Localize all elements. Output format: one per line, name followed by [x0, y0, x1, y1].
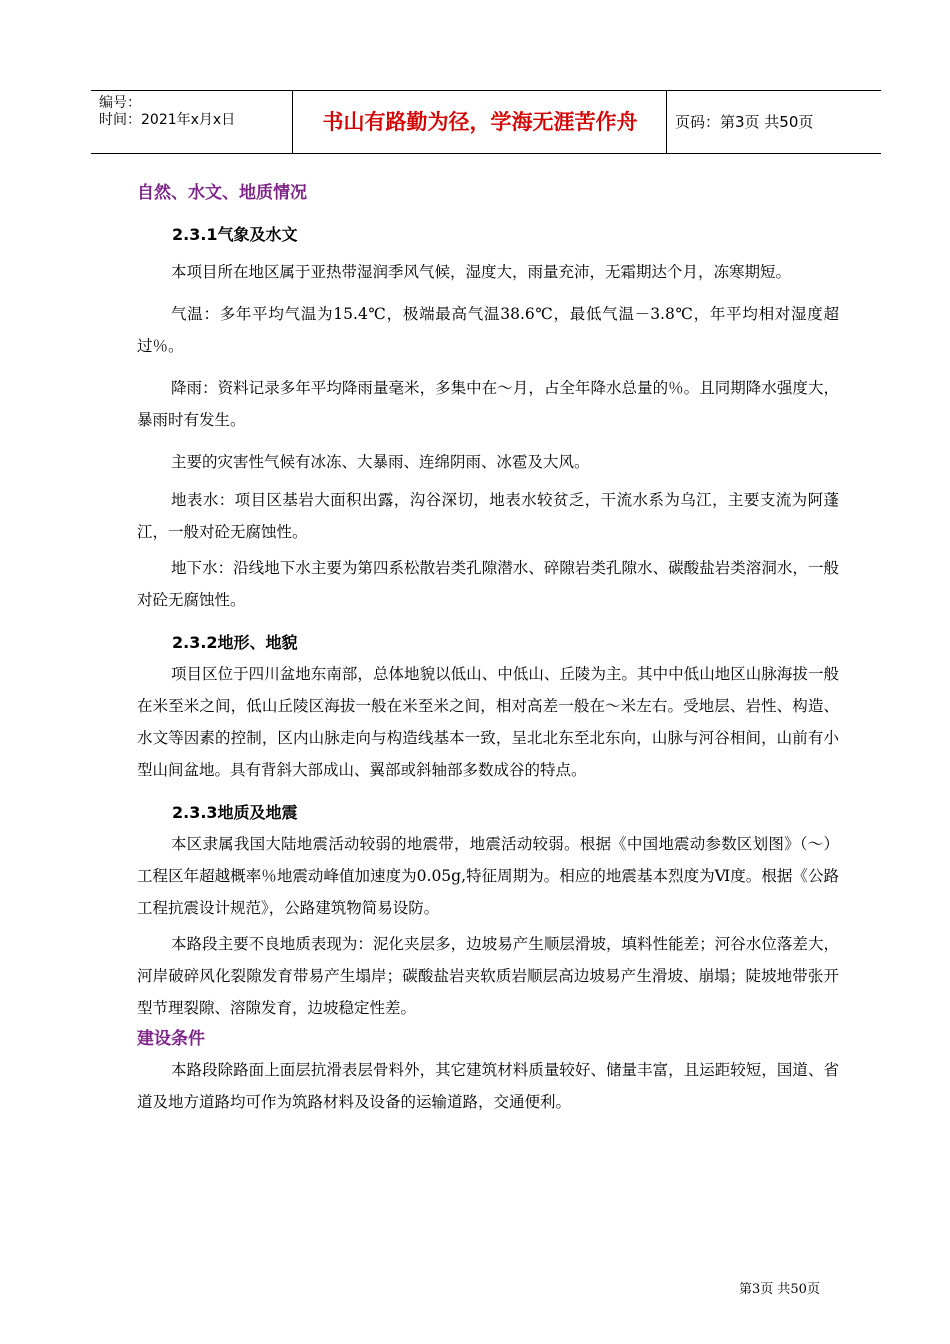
paragraph-rainfall: 降雨：资料记录多年平均降雨量毫米，多集中在～月，占全年降水总量的％。且同期降水强度大，暴雨时有发生。	[137, 379, 839, 429]
section-heading-construction-conditions: 建设条件	[137, 1029, 205, 1049]
paragraph-surface-water: 地表水：项目区基岩大面积出露，沟谷深切，地表水较贫乏，干流水系为乌江，主要支流为阿蓬江，一般对砼无腐蚀性。	[137, 491, 839, 541]
paragraph-adverse-geology: 本路段主要不良地质表现为：泥化夹层多，边坡易产生顺层滑坡，填料性能差；河谷水位落差大，河岸破碎风化裂隙发育带易产生塌岸；碳酸盐岩夹软质岩顺层高边坡易产生滑坡、崩塌；陡坡地带张开型节理裂隙、溶隙发育，边坡稳定性差。	[137, 935, 839, 1017]
subsection-heading-climate: 2.3.1气象及水文	[172, 225, 298, 244]
paragraph-temperature: 气温：多年平均气温为15.4℃，极端最高气温38.6℃，最低气温－3.8℃，年平均相对湿度超过％。	[137, 305, 839, 355]
header-divider	[292, 91, 293, 153]
subsection-heading-terrain: 2.3.2地形、地貌	[172, 633, 298, 652]
page-footer: 第3页 共50页	[739, 1282, 820, 1297]
paragraph-groundwater: 地下水：沿线地下水主要为第四系松散岩类孔隙潜水、碎隙岩类孔隙水、碳酸盐岩类溶洞水，一般对砼无腐蚀性。	[137, 559, 839, 609]
document-date-label: 时间：2021年x月x日	[99, 112, 236, 128]
paragraph-construction: 本路段除路面上面层抗滑表层骨料外，其它建筑材料质量较好、储量丰富，且运距较短，国道、省道及地方道路均可作为筑路材料及设备的运输道路，交通便利。	[137, 1061, 839, 1111]
paragraph-earthquake: 本区隶属我国大陆地震活动较弱的地震带，地震活动较弱。根据《中国地震动参数区划图》（～）工程区年超越概率％地震动峰值加速度为0.05g,特征周期为。相应的地震基本烈度为Ⅵ度。根据《公路工程抗震设计规范》，公路建筑物简易设防。	[137, 835, 839, 917]
document-body	[137, 178, 839, 1118]
page-header	[91, 90, 881, 154]
document-number-label: 编号：	[99, 95, 141, 111]
paragraph-terrain: 项目区位于四川盆地东南部，总体地貌以低山、中低山、丘陵为主。其中中低山地区山脉海拔一般在米至米之间，低山丘陵区海拔一般在米至米之间，相对高差一般在～米左右。受地层、岩性、构造、水文等因素的控制，区内山脉走向与构造线基本一致，呈北北东至北东向，山脉与河谷相间，山前有小型山间盆地。具有背斜大部成山、翼部或斜轴部多数成谷的特点。	[137, 665, 839, 779]
paragraph-hazards: 主要的灾害性气候有冰冻、大暴雨、连绵阴雨、冰雹及大风。	[171, 453, 590, 471]
header-divider	[666, 91, 667, 153]
header-meta	[99, 95, 289, 129]
subsection-heading-geology: 2.3.3地质及地震	[172, 803, 298, 822]
section-heading-natural-conditions: 自然、水文、地质情况	[137, 183, 307, 203]
header-page-info: 页码：第3页 共50页	[675, 113, 814, 131]
header-motto: 书山有路勤为径，学海无涯苦作舟	[322, 110, 638, 134]
paragraph-climate-intro: 本项目所在地区属于亚热带湿润季风气候，湿度大，雨量充沛，无霜期达个月，冻寒期短。	[171, 263, 792, 281]
